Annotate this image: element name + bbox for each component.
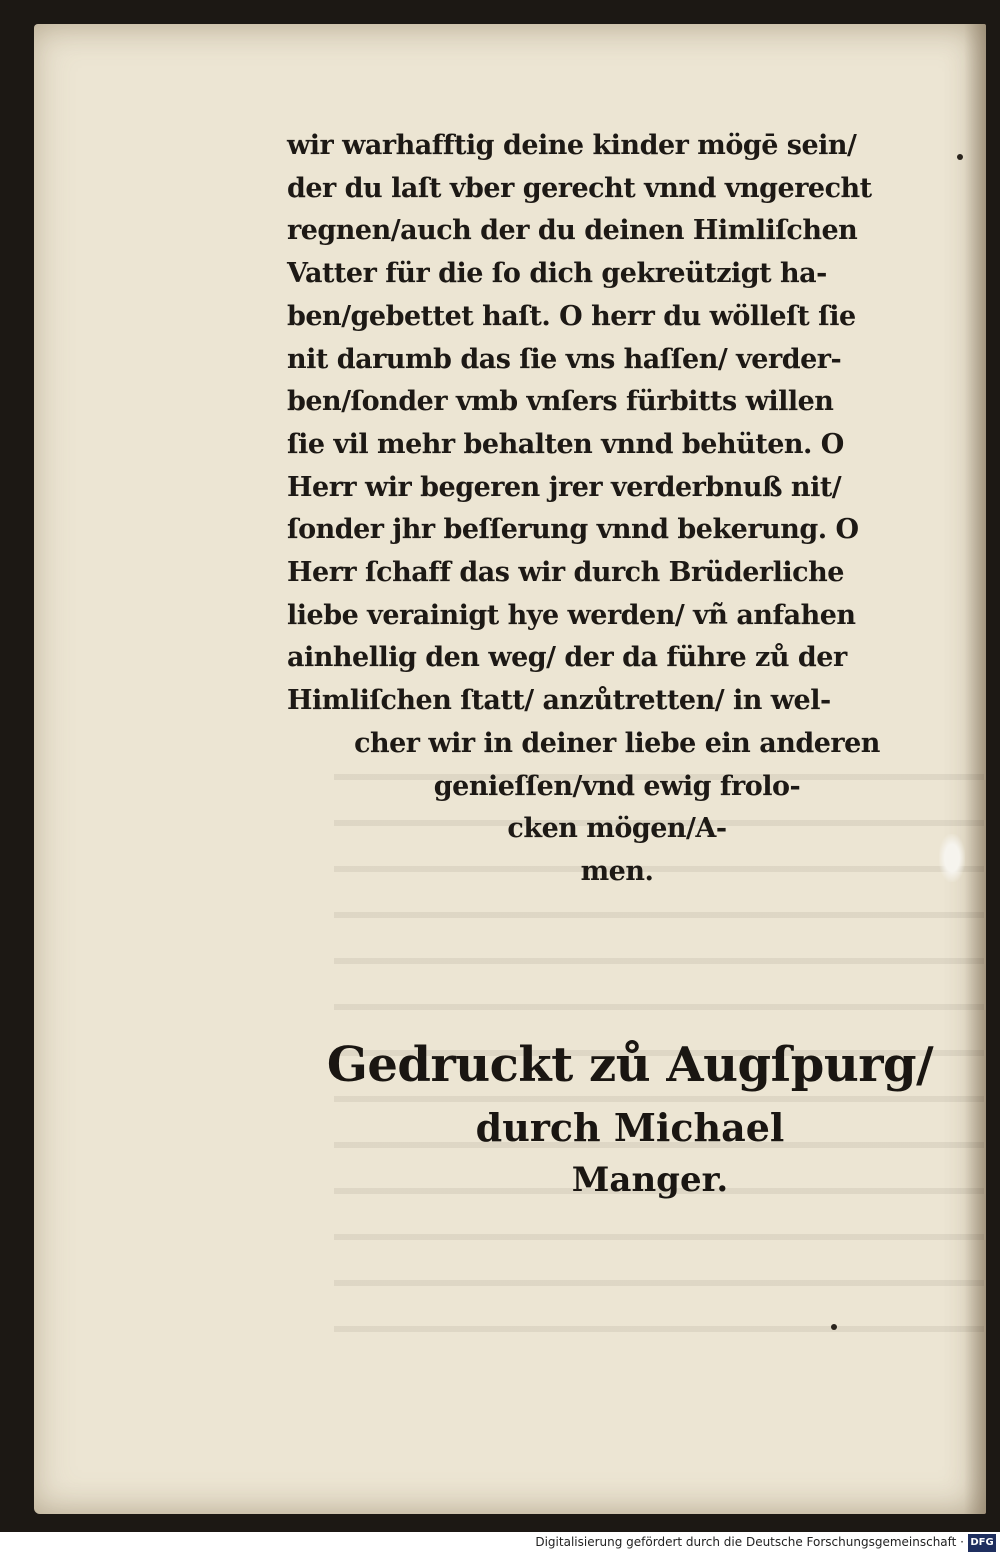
digitization-footer — [0, 1532, 1000, 1556]
text-line: der du laſt vber gerecht vnnd vngerecht — [287, 172, 872, 204]
ink-speck — [957, 154, 963, 160]
text-line: ainhellig den weg/ der da führe zů der — [287, 642, 847, 674]
text-line: genieſſen/vnd ewig frolo- — [433, 770, 801, 802]
text-line: Herr wir begeren jrer verderbnuß nit/ — [287, 471, 842, 503]
text-line: nit darumb das ſie vns haſſen/ verder- — [287, 343, 842, 375]
text-line: Himliſchen ſtatt/ anzůtretten/ in wel- — [287, 685, 831, 717]
text-line: Vatter für die ſo dich gekreützigt ha- — [287, 258, 827, 290]
dfg-logo-icon: DFG — [968, 1534, 996, 1552]
imprint-printer-surname: Manger. — [571, 1160, 729, 1200]
text-line: cken mögen/A- — [507, 813, 727, 845]
text-line: cher wir in deiner liebe ein anderen — [354, 727, 880, 759]
imprint-printer: durch Michael — [475, 1105, 785, 1150]
text-line: wir warhafftig deine kinder mögē sein/ — [287, 130, 857, 161]
text-line: ben/gebettet haſt. O herr du wölleſt ſie — [287, 300, 856, 332]
text-line: ſie vil mehr behalten vnnd behüten. O — [287, 428, 844, 460]
ink-speck — [831, 1324, 837, 1330]
text-line: ben/ſonder vmb vnſers fürbitts willen — [287, 386, 834, 418]
text-line: Herr ſchaff das wir durch Brüderliche — [287, 557, 844, 589]
body-text — [287, 125, 947, 894]
imprint-place: Gedruckt zů Augſpurg/ — [326, 1037, 934, 1093]
text-line: liebe verainigt hye werden/ vñ anfahen — [287, 599, 856, 631]
text-line: ſonder jhr beſſerung vnnd bekerung. O — [287, 514, 859, 546]
text-line: regnen/auch der du deinen Himliſchen — [287, 215, 858, 247]
funding-credit: Digitalisierung gefördert durch die Deutsche Forschungsgemeinschaft · — [535, 1535, 964, 1549]
printer-imprint — [320, 1030, 940, 1204]
text-line: men. — [580, 855, 654, 887]
